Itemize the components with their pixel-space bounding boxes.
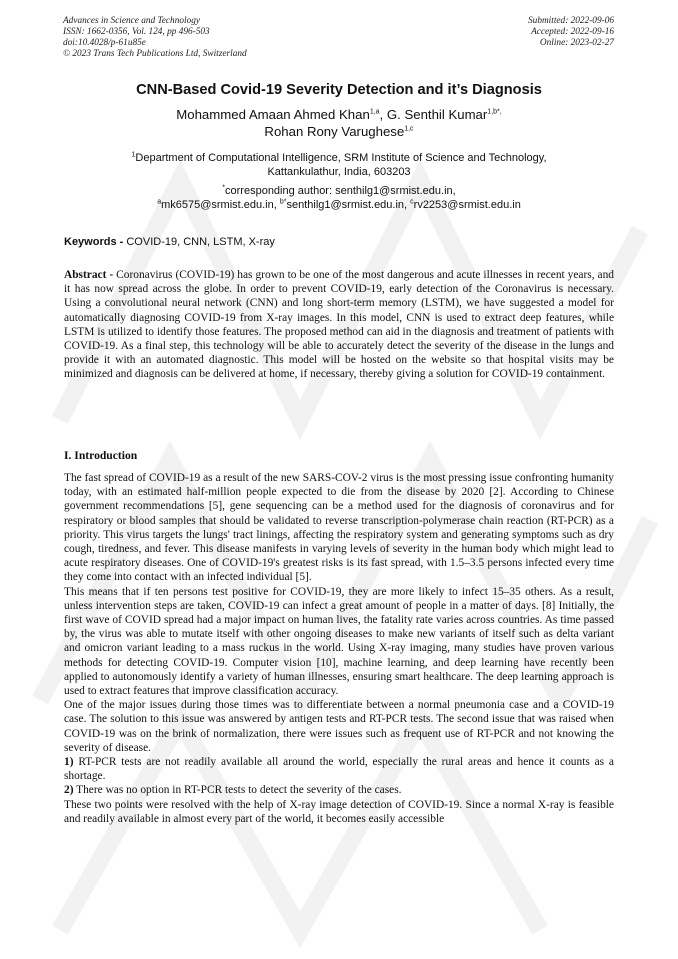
corresponding-line: corresponding author: senthilg1@srmist.edu.in, [225,185,456,197]
intro-paragraph: The fast spread of COVID-19 as a result of the new SARS-COV-2 virus is the most pressing issue confronting humanity today, with an estimated half-million people expected to die from the disease by 2020 [2]. According to Chinese government recommendations [5], gene sequencing can be a method used for the diagnosis of coronavirus and for respiratory or blood samples that should be validated to reverse transcription-polymerase chain reaction (RT-PCR) as a priority. This virus targets the lungs' tract linings, affecting the respiratory system and generating symptoms such as dry cough, tiredness, and fever. This disease manifests in varying levels of severity in the human body which might lead to acute respiratory diseases. One of COVID-19's greatest risks is its fast spread, with 1.5–3.5 persons infected every time they come into contact with an infected individual [5]. [64,472,614,584]
author-list: Mohammed Amaan Ahmed Khan$^{1,a}$, G. Senthil Kumar$^{1,b*,}$ Rohan Rony Varughese$^{1,c}$ [176,107,502,139]
intro-paragraph: This means that if ten persons test positive for COVID-19, they are more likely to infect 15–35 others. As a result, unless intervention steps are taken, COVID-19 can infect a great amount of people in a matter of days. [8] Initially, the first wave of COVID spread had a major impact on human lives, the fatality rate varies across countries. As time passed by, the virus was able to mutate itself with other ongoing diseases to make new variants of itself such as delta variant and omicron variant leading to a mass ruckus in the world. Using X-ray imaging, many studies have proven various methods for detecting COVID-19. Computer vision [10], machine learning, and deep learning have recently been applied to autonomously identify a variety of human illnesses, ensuring smart healthcare. The deep learning approach is used to extract features that improve classification accuracy. [64,585,614,698]
list-item: 1) RT-PCR tests are not readily available all around the world, especially the rural areas and hence it counts as a shortage. [64,756,614,783]
affiliation-line: Kattankulathur, India, 603203 [267,166,411,178]
section-heading: I. Introduction [64,449,138,462]
keywords-label: Keywords - [64,236,127,248]
doi-line: doi:10.4028/p-61u85e [63,38,146,48]
intro-paragraph: These two points were resolved with the help of X-ray image detection of COVID-19. Since a normal X-ray is feasible and readily available in almost every part of the world, it becomes easily accessible [64,798,614,825]
journal-info [63,16,247,60]
author-name: Rohan Rony Varughese [264,124,405,139]
dates-info [528,16,614,49]
keywords-text: COVID-19, CNN, LSTM, X-ray [126,236,275,248]
online-date: Online: 2023-02-27 [539,38,614,48]
list-number: 1) [64,756,74,769]
email-superscript: c [410,198,414,206]
corresponding-star: * [222,184,226,192]
affiliation-superscript: 1 [131,151,136,159]
list-number: 2) [64,784,74,797]
email-superscript: a [157,198,162,206]
abstract-label: Abstract - [64,269,117,281]
author-superscript: 1,b*, [487,108,502,116]
abstract-text: Coronavirus (COVID-19) has grown to be one of the most dangerous and acute illnesses in recent years, and it has now spread across the globe. In order to prevent COVID-19, early detection of the Coronavirus is necessary. Using a convolutional neural network (CNN) and long short-term memory (LSTM), we have suggested a model for automatically diagnosing COVID-19 from X-ray images. In this model, CNN is used to extract deep features, while LSTM is utilized to identify those features. The proposed method can aid in the diagnosis and treatment of patients with COVID-19. As a final step, this technology will be able to accurately detect the severity of the disease in the lungs and provide it with an automated diagnostic. This model will be hosted on the website so that hospital visits may be minimized and diagnosis can be delivered at home, if necessary, thereby giving a solution for COVID-19 containment. [64,269,614,381]
author-superscript: 1,a [369,108,380,116]
author-name: Mohammed Amaan Ahmed Khan [176,107,370,122]
email-superscript: b* [279,198,287,206]
affiliation [0,151,678,179]
paper-title: CNN-Based Covid-19 Severity Detection and it’s Diagnosis [136,82,542,98]
author-superscript: 1,c [404,125,414,133]
abstract [64,268,614,382]
list-item: 2) There was no option in RT-PCR tests to detect the severity of the cases. [64,784,402,797]
copyright-line: © 2023 Trans Tech Publications Ltd, Switzerland [63,49,247,59]
email-link: senthilg1@srmist.edu.in, [286,199,411,211]
keywords [64,236,275,248]
journal-name: Advances in Science and Technology [63,16,201,26]
email-link: mk6575@srmist.edu.in, [161,199,280,211]
author-name: G. Senthil Kumar [386,107,488,122]
intro-paragraph: One of the major issues during those times was to differentiate between a normal pneumonia case and a COVID-19 case. The solution to this issue was answered by antigen tests and RT-PCR tests. The second issue that was raised when COVID-19 was on the brink of normalization, there were issues such as frequent use of RT-PCR and not knowing the severity of disease. [64,699,614,754]
email-link: rv2253@srmist.edu.in [413,199,521,211]
affiliation-line: Department of Computational Intelligence, SRM Institute of Science and Technology, [135,152,547,164]
issn-line: ISSN: 1662-0356, Vol. 124, pp 496-503 [63,27,210,37]
submitted-date: Submitted: 2022-09-06 [528,16,614,26]
accepted-date: Accepted: 2022-09-16 [531,27,614,37]
corresponding-author [0,184,678,212]
introduction-body [64,471,614,826]
